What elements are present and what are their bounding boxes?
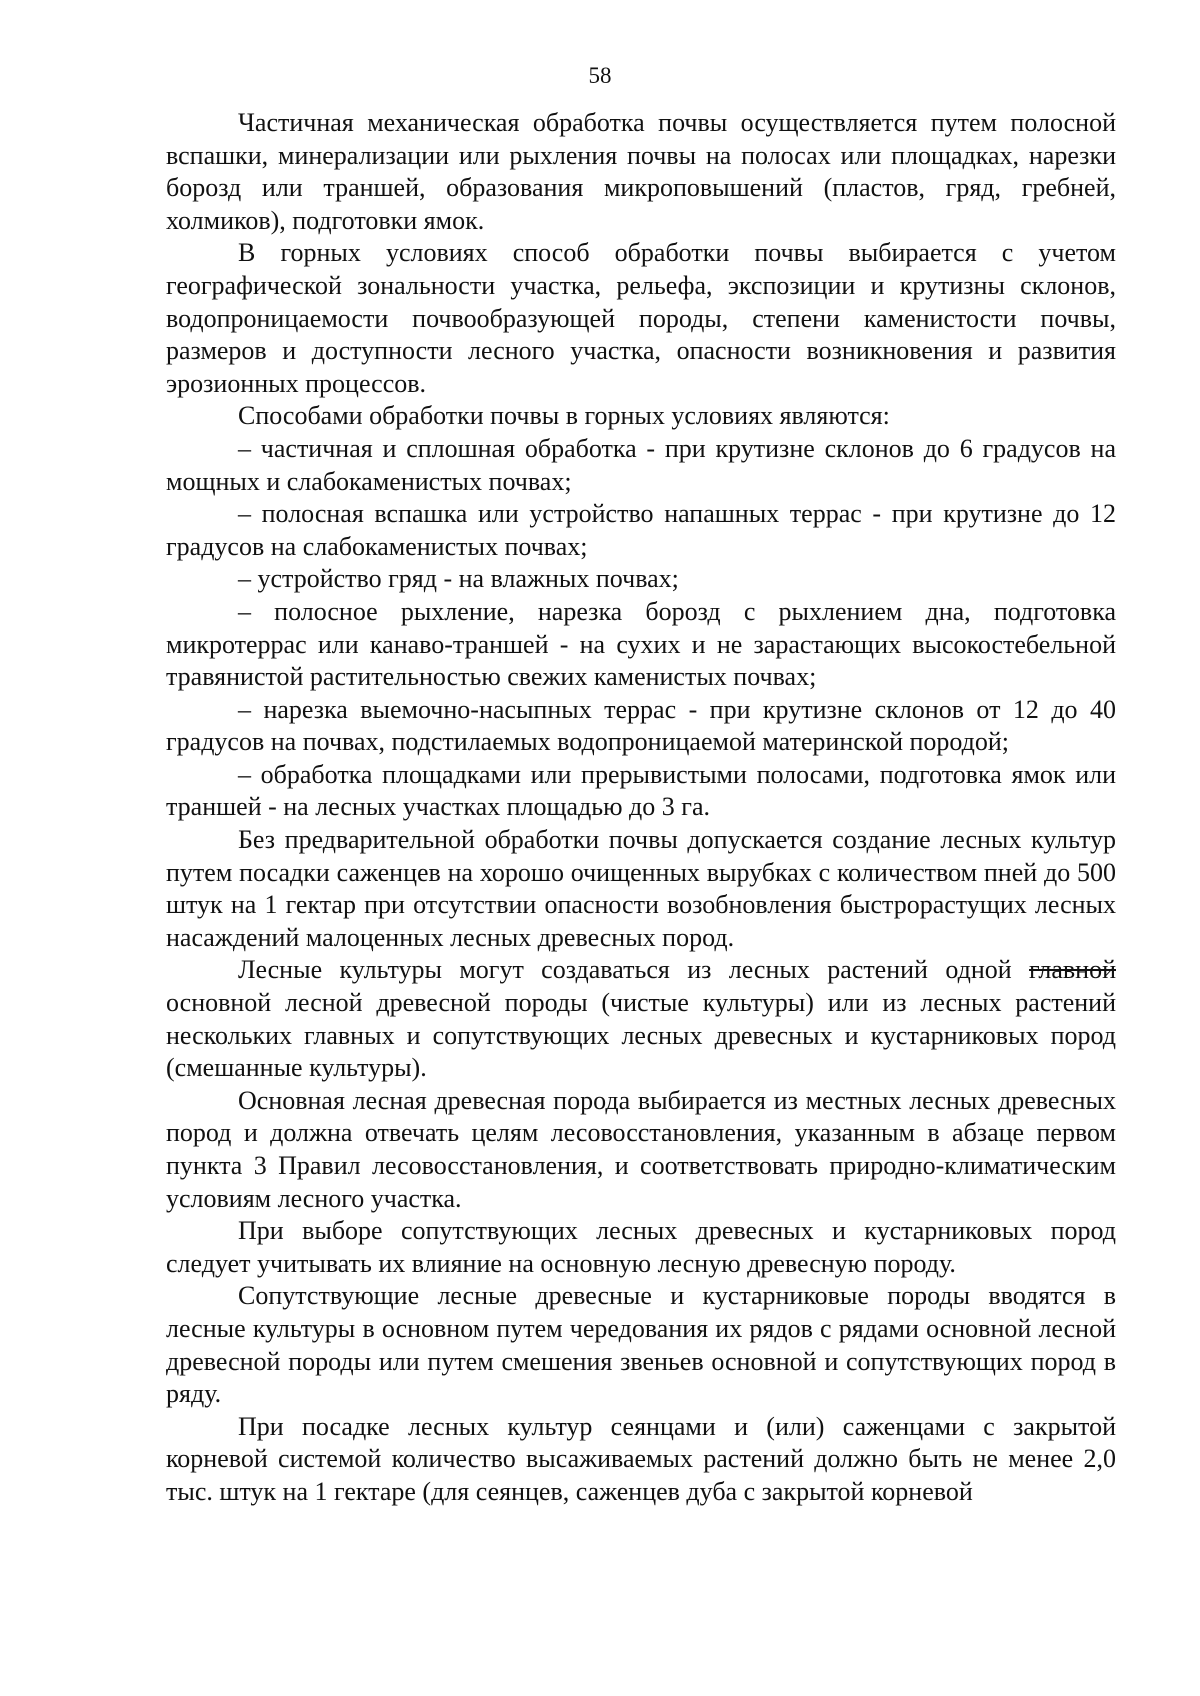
list-item-cut-fill-terraces: – нарезка выемочно-насыпных террас - при крутизне склонов от 12 до 40 градусов на почвах, подстилаемых водопроницаемой материнской породой; xyxy=(166,694,1116,757)
paragraph-no-pretreatment: Без предварительной обработки почвы допускается создание лесных культур путем посадки саженцев на хорошо очищенных вырубках с количеством пней до 500 штук на 1 гектар при отсутствии опасности возобновления быстрорастущих лесных насаждений малоценных лесных древесных пород. xyxy=(166,825,1116,952)
paragraph-accompanying-introduction: Сопутствующие лесные древесные и кустарниковые породы вводятся в лесные культуры в основном путем чередования их рядов с рядами основной лесной древесной породы или путем смешения звеньев основной и сопутствующих пород в ряду. xyxy=(166,1281,1116,1409)
paragraph-pure-mixed-cultures xyxy=(166,954,1116,1084)
list-item-strip-loosening: – полосное рыхление, нарезка борозд с рыхлением дна, подготовка микротеррас или канаво-траншей - на сухих и не зарастающих высокостебельной травянистой растительностью свежих каменистых почвах; xyxy=(166,596,1116,692)
list-item-strip-plowing: – полосная вспашка или устройство напашных террас - при крутизне до 12 градусов на слабокаменистых почвах; xyxy=(166,499,1116,561)
list-item-ridges: – устройство гряд - на влажных почвах; xyxy=(238,564,679,594)
paragraph-partial-treatment: Частичная механическая обработка почвы осуществляется путем полосной вспашки, минерализации или рыхления почвы на полосах или площадках, нарезки борозд или траншей, образования микроповышений (пластов, гряд, гребней, холмиков), подготовки ямок. xyxy=(166,108,1116,235)
page-number: 58 xyxy=(588,63,612,88)
paragraph-mountain-conditions: В горных условиях способ обработки почвы выбирается с учетом географической зональности участка, рельефа, экспозиции и крутизны склонов, водопроницаемости почвообразующей породы, степени каменистости почвы, размеров и доступности лесного участка, опасности возникновения и развития эрозионных процессов. xyxy=(166,238,1116,398)
list-item-patches-pits: – обработка площадками или прерывистыми полосами, подготовка ямок или траншей - на лесных участках площадью до 3 га. xyxy=(166,759,1116,822)
document-body xyxy=(166,107,1116,1509)
struck-word: главной xyxy=(1029,955,1116,985)
paragraph-planting-density: При посадке лесных культур сеянцами и (или) саженцами с закрытой корневой системой количество высаживаемых растений должно быть не менее 2,0 тыс. штук на 1 гектаре (для сеянцев, саженцев дуба с закрытой корневой xyxy=(166,1411,1116,1506)
paragraph-accompanying-choice: При выборе сопутствующих лесных древесных и кустарниковых пород следует учитывать их влияние на основную лесную древесную породу. xyxy=(166,1216,1116,1278)
list-item-partial-continuous: – частичная и сплошная обработка - при крутизне склонов до 6 градусов на мощных и слабокаменистых почвах; xyxy=(166,433,1116,496)
paragraph-main-species: Основная лесная древесная порода выбирается из местных лесных древесных пород и должна отвечать целям лесовосстановления, указанным в абзаце первом пункта 3 Правил лесовосстановления, и соответствовать природно-климатическим условиям лесного участка. xyxy=(166,1085,1116,1213)
paragraph-pure-mixed-after: основной лесной древесной породы (чистые культуры) или из лесных растений нескольких главных и сопутствующих лесных древесных и кустарниковых пород (смешанные культуры). xyxy=(166,988,1116,1083)
paragraph-pure-mixed-before: Лесные культуры могут создаваться из лесных растений одной xyxy=(238,955,1030,985)
paragraph-methods-intro: Способами обработки почвы в горных условиях являются: xyxy=(238,401,890,431)
